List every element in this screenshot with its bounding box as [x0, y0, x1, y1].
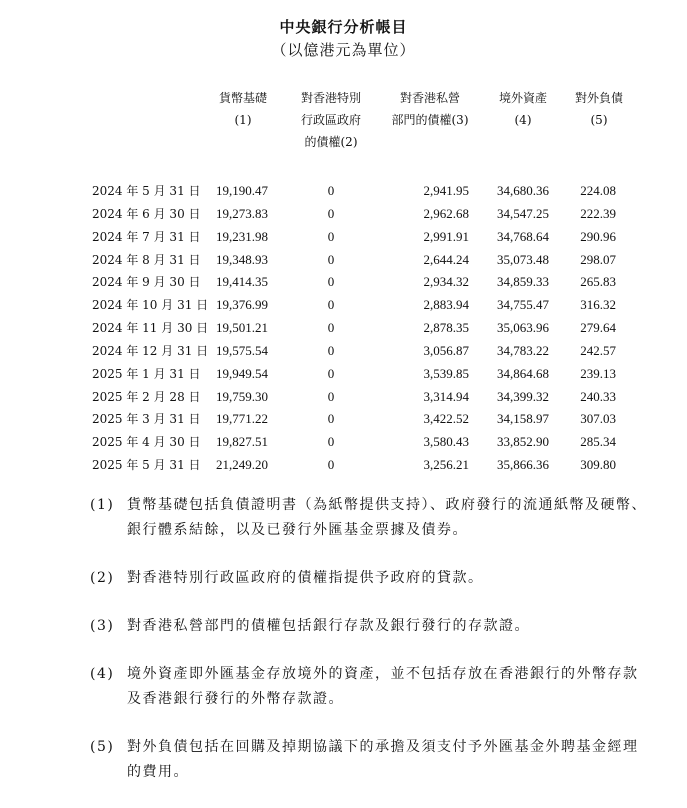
monetary-base-value: 19,759.30 [216, 388, 268, 404]
government-claims-value: 0 [327, 457, 335, 473]
monetary-base-value: 19,949.54 [216, 365, 268, 381]
column-header-line: 對外負債 [574, 91, 623, 105]
column-header-line: 部門的債權(3) [391, 113, 469, 127]
row-date: 2024 年 12 月 31 日 [92, 343, 209, 358]
row-date: 2025 年 1 月 31 日 [92, 366, 201, 381]
government-claims-value: 0 [327, 388, 335, 404]
footnote [90, 566, 650, 591]
foreign-liabilities-value: 239.13 [580, 365, 616, 381]
monetary-base-value: 19,273.83 [216, 205, 268, 221]
footnote-number: (1) [90, 497, 115, 513]
private-claims-value: 3,539.85 [423, 365, 469, 381]
row-date: 2025 年 2 月 28 日 [92, 389, 201, 404]
foreign-assets-value: 35,063.96 [497, 320, 549, 336]
table-row [0, 317, 687, 340]
foreign-assets-value: 33,852.90 [497, 434, 549, 450]
private-claims-value: 3,422.52 [423, 411, 469, 427]
government-claims-value: 0 [327, 342, 335, 358]
column-header-line: (1) [234, 113, 252, 127]
foreign-liabilities-value: 242.57 [580, 342, 616, 358]
column-header-government-claims [296, 87, 366, 153]
government-claims-value: 0 [327, 434, 335, 450]
private-claims-value: 2,991.91 [423, 228, 469, 244]
foreign-assets-value: 34,547.25 [497, 205, 549, 221]
column-header-line: 對香港特別 [300, 91, 361, 105]
private-claims-value: 2,878.35 [423, 320, 469, 336]
government-claims-value: 0 [327, 297, 335, 313]
row-date: 2024 年 8 月 31 日 [92, 252, 201, 267]
private-claims-value: 3,056.87 [423, 342, 469, 358]
government-claims-value: 0 [327, 274, 335, 290]
column-header-line: (4) [514, 113, 532, 127]
column-header-line: 境外資產 [498, 91, 547, 105]
monetary-base-value: 19,231.98 [216, 228, 268, 244]
footnote-number: (3) [90, 618, 115, 634]
footnote-number: (5) [90, 739, 115, 755]
monetary-base-value: 21,249.20 [216, 457, 268, 473]
foreign-assets-value: 34,399.32 [497, 388, 549, 404]
foreign-liabilities-value: 224.08 [580, 183, 616, 198]
column-header-private-claims [382, 87, 478, 131]
footnote-number: (4) [90, 666, 115, 682]
footnote-number: (2) [90, 570, 115, 586]
foreign-assets-value: 35,073.48 [497, 251, 549, 267]
document-subtitle: （以億港元為單位） [271, 41, 416, 59]
footnote [90, 662, 650, 712]
foreign-liabilities-value: 316.32 [580, 297, 616, 313]
table-row [0, 454, 687, 477]
government-claims-value: 0 [327, 365, 335, 381]
foreign-assets-value: 34,755.47 [497, 297, 549, 313]
foreign-assets-value: 34,680.36 [497, 183, 549, 198]
table-row [0, 294, 687, 317]
table-row [0, 271, 687, 294]
column-header-line: 對香港私營 [399, 91, 460, 105]
table-row [0, 363, 687, 386]
footnotes [90, 493, 650, 808]
footnote-text: 貨幣基礎包括負債證明書（為紙幣提供支持）、政府發行的流通紙幣及硬幣、銀行體系結餘，以及已發行外匯基金票據及債券。 [127, 497, 647, 538]
government-claims-value: 0 [327, 205, 335, 221]
monetary-base-value: 19,348.93 [216, 251, 268, 267]
foreign-liabilities-value: 222.39 [580, 205, 616, 221]
foreign-assets-value: 34,859.33 [497, 274, 549, 290]
column-header-line: 貨幣基礎 [218, 91, 267, 105]
table-row [0, 340, 687, 363]
government-claims-value: 0 [327, 251, 335, 267]
row-date: 2024 年 10 月 31 日 [92, 298, 209, 313]
government-claims-value: 0 [327, 183, 335, 198]
footnote-text: 對香港私營部門的債權包括銀行存款及銀行發行的存款證。 [127, 618, 530, 634]
row-date: 2024 年 11 月 30 日 [92, 321, 209, 336]
footnote [90, 614, 650, 639]
row-date: 2025 年 3 月 31 日 [92, 412, 201, 427]
monetary-base-value: 19,376.99 [216, 297, 268, 313]
table-row [0, 431, 687, 454]
table-row [0, 203, 687, 226]
footnote [90, 493, 650, 543]
table-row [0, 408, 687, 431]
government-claims-value: 0 [327, 228, 335, 244]
monetary-base-value: 19,190.47 [216, 183, 268, 198]
government-claims-value: 0 [327, 411, 335, 427]
monetary-base-value: 19,501.21 [216, 320, 268, 336]
private-claims-value: 3,580.43 [423, 434, 469, 450]
foreign-assets-value: 34,783.22 [497, 342, 549, 358]
foreign-assets-value: 34,864.68 [497, 365, 549, 381]
row-date: 2024 年 7 月 31 日 [92, 229, 201, 244]
column-header-line: 的債權(2) [304, 135, 358, 149]
monetary-base-value: 19,575.54 [216, 342, 268, 358]
column-header-foreign-assets [490, 87, 556, 131]
foreign-liabilities-value: 307.03 [580, 411, 616, 427]
table-row [0, 180, 687, 203]
column-header-line: 行政區政府 [300, 113, 361, 127]
column-header-foreign-liabilities [567, 87, 631, 131]
footnote-text: 境外資產即外匯基金存放境外的資產，並不包括存放在香港銀行的外幣存款及香港銀行發行的外幣存款證。 [127, 666, 639, 707]
foreign-assets-value: 35,866.36 [497, 457, 549, 473]
foreign-liabilities-value: 279.64 [580, 320, 616, 336]
foreign-liabilities-value: 285.34 [580, 434, 616, 450]
private-claims-value: 2,962.68 [423, 205, 469, 221]
row-date: 2025 年 5 月 31 日 [92, 458, 201, 473]
foreign-assets-value: 34,158.97 [497, 411, 549, 427]
private-claims-value: 2,941.95 [423, 183, 469, 198]
foreign-liabilities-value: 240.33 [580, 388, 616, 404]
row-date: 2025 年 4 月 30 日 [92, 435, 201, 450]
table-row [0, 249, 687, 272]
row-date: 2024 年 6 月 30 日 [92, 206, 201, 221]
foreign-liabilities-value: 309.80 [580, 457, 616, 473]
document-title: 中央銀行分析帳目 [279, 18, 408, 36]
private-claims-value: 3,314.94 [423, 388, 469, 404]
private-claims-value: 3,256.21 [423, 457, 469, 473]
column-header-line: (5) [590, 113, 608, 127]
monetary-base-value: 19,827.51 [216, 434, 268, 450]
foreign-liabilities-value: 265.83 [580, 274, 616, 290]
table-row [0, 226, 687, 249]
footnote-text: 對外負債包括在回購及掉期協議下的承擔及須支付予外匯基金外聘基金經理的費用。 [127, 739, 639, 780]
foreign-assets-value: 34,768.64 [497, 228, 549, 244]
private-claims-value: 2,883.94 [423, 297, 469, 313]
table-row [0, 386, 687, 409]
data-table [0, 180, 687, 477]
row-date: 2024 年 9 月 30 日 [92, 275, 201, 290]
monetary-base-value: 19,771.22 [216, 411, 268, 427]
foreign-liabilities-value: 290.96 [580, 228, 616, 244]
private-claims-value: 2,934.32 [423, 274, 469, 290]
private-claims-value: 2,644.24 [423, 251, 469, 267]
monetary-base-value: 19,414.35 [216, 274, 268, 290]
row-date: 2024 年 5 月 31 日 [92, 184, 201, 198]
foreign-liabilities-value: 298.07 [580, 251, 616, 267]
government-claims-value: 0 [327, 320, 335, 336]
footnote [90, 735, 650, 785]
footnote-text: 對香港特別行政區政府的債權指提供予政府的貸款。 [127, 570, 484, 586]
column-header-monetary-base [212, 87, 274, 131]
